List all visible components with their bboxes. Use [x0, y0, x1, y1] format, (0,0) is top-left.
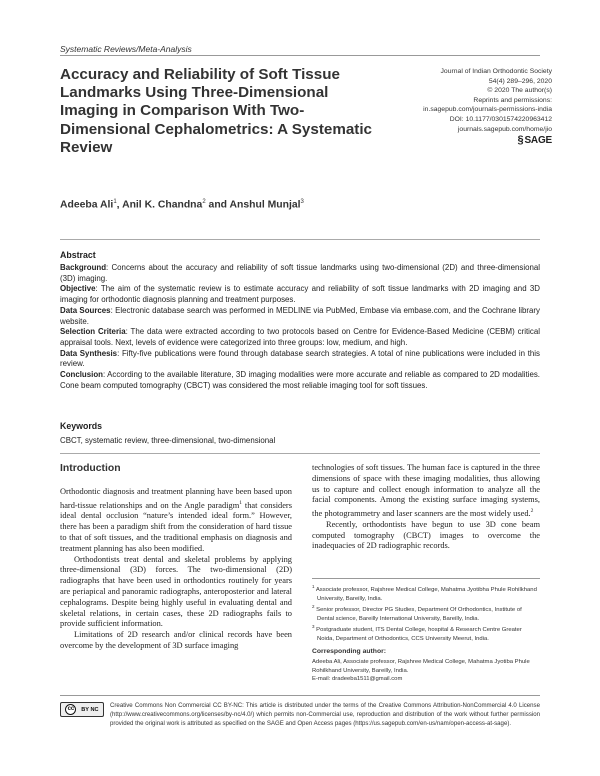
body-column-right — [312, 463, 540, 552]
affiliations — [312, 583, 540, 643]
citation-marker[interactable]: 1 — [239, 499, 242, 506]
author-name: Anshul Munjal — [229, 199, 301, 211]
intro-paragraph-2: Orthodontists treat dental and skeletal problems by applying three-dimensional (3D) forces. The two-dimensional (2D) radiographs that have been used in orthodontics routinely for years are periapical and panoramic radiographs, anteroposterior and lateral cephalograms. Despite being highly useful in evaluating dental and skeletal relations, in certain cases, these 2D radiographs fails to provide sufficient information. — [60, 554, 292, 629]
abstract-text: : Concerns about the accuracy and reliability of soft tissue landmarks using two-dimensional (2D) and three-dimensional (3D) imaging. — [60, 263, 540, 283]
journal-name: Journal of Indian Orthodontic Society — [440, 68, 552, 75]
copyright-line: © 2020 The author(s) — [487, 87, 552, 95]
abstract-top-divider — [60, 239, 540, 240]
abstract-heading: Abstract — [60, 250, 96, 260]
author-affiliation-marker: 2 — [202, 199, 206, 205]
introduction-heading: Introduction — [60, 463, 121, 474]
abstract-background — [60, 263, 540, 284]
author-list — [60, 199, 304, 210]
sage-logo — [507, 134, 552, 146]
abstract-objective — [60, 284, 540, 305]
corresponding-author-heading: Corresponding author: — [312, 648, 387, 655]
permissions-link[interactable]: in.sagepub.com/journals-permissions-india — [423, 106, 552, 114]
abstract-label: Objective — [60, 284, 96, 294]
journal-volume: 54(4) 289–296, 2020 — [488, 77, 552, 85]
affiliation-text: Senior professor, Director PG Studies, Department Of Orthodontics, Institute of Dental science, Bareilly International University, Bareilly, India. — [314, 607, 522, 622]
cc-license-badge[interactable] — [60, 702, 104, 717]
affiliation-item — [312, 603, 540, 623]
corresponding-author-line: Adeeba Ali, Associate professor, Rajshree Medical College, Mahatma Jyotiba Phule Rohilkhand University, Bareilly, India. — [312, 659, 530, 674]
abstract-label: Data Synthesis — [60, 348, 118, 358]
affiliation-marker: 1 — [312, 584, 315, 589]
section-label: Systematic Reviews/Meta-Analysis — [60, 44, 192, 54]
footnote-divider — [312, 578, 540, 579]
abstract-text: : Fifty-five publications were found through database search strategies. A total of nine publications were included in this review. — [60, 348, 540, 369]
author-separator: and — [205, 199, 230, 211]
author-name: Anil K. Chandna — [122, 199, 203, 211]
author-name: Adeeba Ali — [60, 199, 114, 211]
abstract-body — [60, 263, 540, 391]
abstract-text: : The data were extracted according to two protocols based on Centre for Evidence-Based Medicine (CEBM) critical appraisal tools. Next, levels of evidence were categorized into three groups: low, medium, and high. — [60, 327, 540, 347]
license-text — [110, 701, 540, 728]
intro-paragraph-3-continued — [312, 463, 540, 520]
paragraph-text: Orthodontic diagnosis and treatment planning have been based upon hard-tissue relationships and on the Angle paradigm — [60, 487, 292, 510]
affiliation-marker: 3 — [312, 624, 315, 630]
abstract-bottom-divider — [60, 453, 540, 454]
corresponding-author-email[interactable]: E-mail: dradeeba1511@gmail.com — [312, 676, 403, 683]
keywords-heading: Keywords — [60, 421, 103, 431]
affiliation-text: Associate professor, Rajshree Medical College, Mahatma Jyotibha Phule Rohilkhand University, Bareilly, India. — [314, 586, 537, 602]
paragraph-text: that considers ideal dental occlusion “nature’s intended ideal form.” However, there has been a paradigm shift from the consideration of hard tissue to that of soft tissues, and the traditional emphasis on diagnosis and treatment planning has also been modified. — [60, 500, 292, 553]
keywords-list: CBCT, systematic review, three-dimensional, two-dimensional — [60, 436, 276, 445]
header-divider — [60, 55, 540, 56]
affiliation-marker: 2 — [312, 604, 315, 610]
article-title: Accuracy and Reliability of Soft Tissue Landmarks Using Three-Dimensional Imaging in Comparison With Two-Dimensional Cephalometrics: A Systematic Review — [60, 66, 373, 156]
abstract-data-sources — [60, 306, 540, 327]
corresponding-author-details — [312, 658, 540, 684]
abstract-label: Background — [60, 263, 107, 272]
affiliation-text: Postgraduate student, ITS Dental College, hospital & Research Centre Greater Noida, Department of Orthodontics, CCS University Meerut, India. — [314, 627, 522, 642]
reprints-label: Reprints and permissions: — [473, 96, 552, 104]
author-affiliation-marker: 3 — [300, 199, 304, 205]
abstract-conclusion — [60, 370, 540, 391]
creative-commons-icon: cc — [65, 704, 76, 715]
abstract-text: : The aim of the systematic review is to estimate accuracy and reliability of soft tissue landmarks with 2D imaging and 3D imaging for orthodontic diagnosis planning and treatment purposes. — [60, 284, 540, 305]
abstract-text: : According to the available literature, 3D imaging modalities were more accurate and reliable as compared to 2D modalities. Cone beam computed tomography (CBCT) was considered the most reliable imaging tool for soft tissues. — [60, 370, 540, 390]
abstract-label: Data Sources — [60, 305, 111, 315]
author-separator: , — [116, 199, 123, 211]
license-divider — [60, 695, 540, 696]
body-column-left — [60, 487, 292, 652]
abstract-text: : Electronic database search was performed in MEDLINE via PubMed, Embase via embase.com, and the Cochrane library website. — [60, 305, 540, 326]
affiliation-item — [312, 583, 540, 603]
abstract-data-synthesis — [60, 349, 540, 370]
abstract-label: Conclusion — [60, 370, 103, 380]
journal-info — [380, 67, 552, 134]
abstract-label: Selection Criteria — [60, 327, 126, 337]
author-affiliation-marker: 1 — [113, 199, 117, 205]
abstract-selection-criteria — [60, 327, 540, 348]
intro-paragraph-1 — [60, 487, 292, 555]
doi-link[interactable]: DOI: 10.1177/0301574220963412 — [449, 115, 552, 123]
intro-paragraph-4: Recently, orthodontists have begun to use 3D cone beam computed tomography (CBCT) images to overcome the inadequacies of 2D radiographic records. — [312, 519, 540, 551]
intro-paragraph-3: Limitations of 2D research and/or clinical records have been overcome by the development of 3D surface imaging — [60, 630, 292, 650]
citation-marker[interactable]: 2 — [530, 508, 534, 515]
cc-badge-label: BY NC — [81, 706, 99, 713]
sage-logo-mark-icon: § — [517, 134, 524, 146]
journal-home-link[interactable]: journals.sagepub.com/home/jio — [457, 125, 552, 133]
license-paragraph: Creative Commons Non Commercial CC BY-NC: This article is distributed under the terms of the Creative Commons Attribution-NonCommercial 4.0 License (http://www.creativecommons.org/licenses/by-nc/4.0/) which permits non-Commercial use, reproduction and distribution of the work without further permission provided the original work is attributed as specified on the SAGE and Open Access pages (https://us.sagepub.com/en-us/nam/open-access-at-sage). — [110, 702, 540, 727]
sage-logo-text: SAGE — [524, 134, 552, 146]
affiliation-item — [312, 623, 540, 643]
paragraph-text: technologies of soft tissues. The human face is captured in the three dimensions of space with these imaging modalities, thus allowing us to capture and collect enough information to analyze all the facial components. Among the existing surface imaging systems, the photogrammetry and laser scanners are the most widely used. — [312, 463, 540, 518]
